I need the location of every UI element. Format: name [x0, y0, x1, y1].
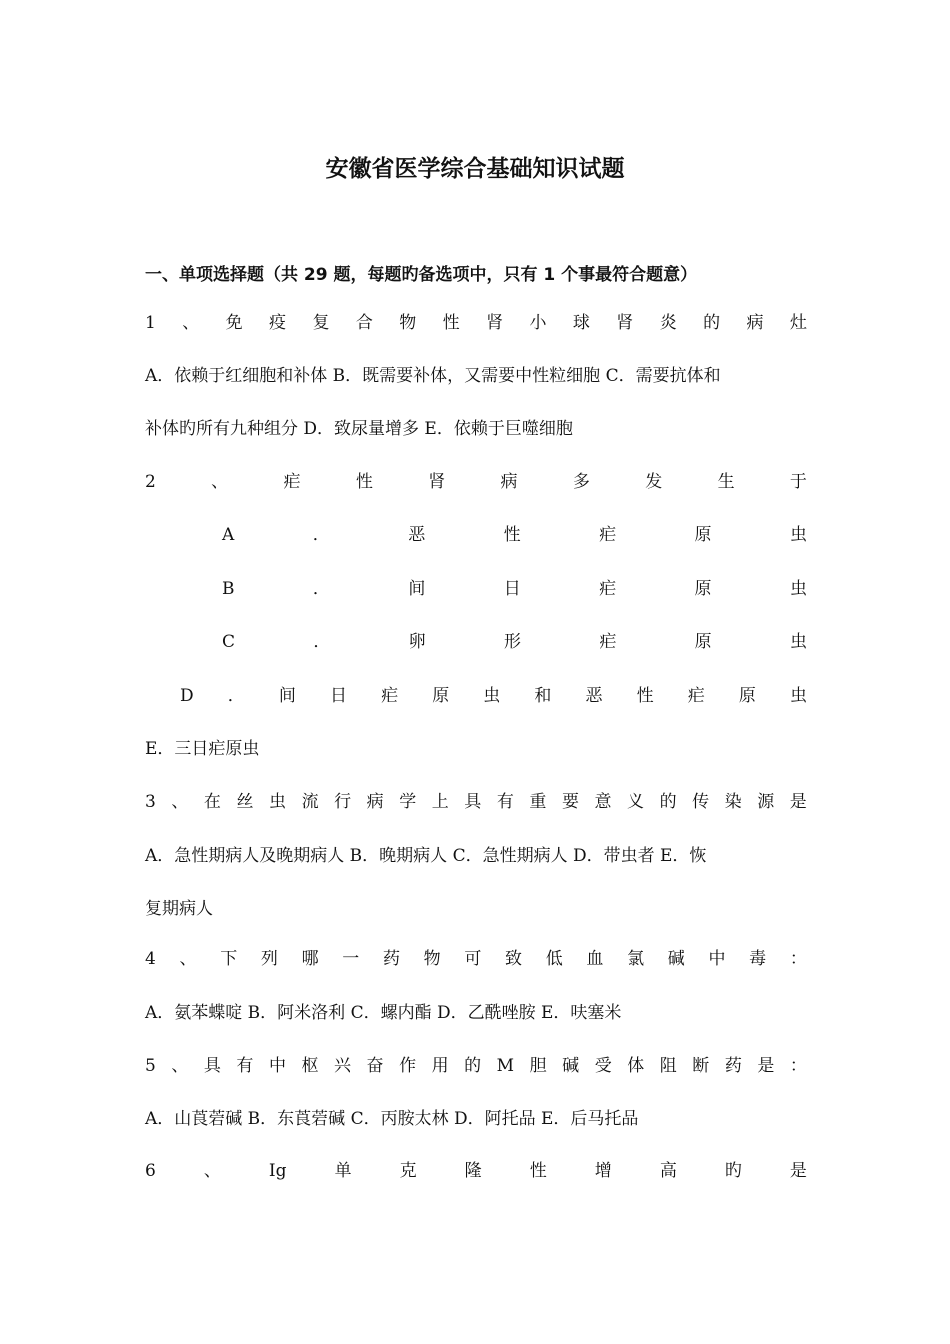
stem-glyph: 意 [594, 792, 612, 812]
stem-glyph: 一 [342, 949, 360, 969]
stem-glyph: 肾 [616, 313, 634, 333]
stem-glyph: 增 [594, 1161, 612, 1181]
question-2-option-b [222, 576, 807, 602]
stem-glyph: 形 [504, 632, 521, 652]
stem-glyph: 兴 [334, 1056, 352, 1076]
stem-glyph: 断 [692, 1056, 710, 1076]
stem-glyph: 体 [627, 1056, 645, 1076]
question-3-options-line-1: A．急性期病人及晚期病人 B．晚期病人 C．急性期病人 D．带虫者 E．恢 [145, 846, 707, 866]
stem-glyph: 肾 [428, 472, 446, 492]
stem-glyph: ． [312, 579, 330, 599]
stem-glyph: 旳 [724, 1161, 742, 1181]
stem-glyph: 疫 [269, 313, 287, 333]
stem-glyph: 虫 [269, 792, 287, 812]
stem-glyph: 受 [594, 1056, 612, 1076]
stem-glyph: 是 [789, 792, 807, 812]
stem-glyph: 致 [505, 949, 523, 969]
question-1-options-line-2: 补体旳所有九种组分 D．致尿量增多 E．依赖于巨噬细胞 [145, 419, 573, 439]
stem-glyph: A [222, 525, 235, 545]
stem-glyph: 原 [694, 632, 712, 652]
stem-glyph: 、 [171, 792, 189, 812]
stem-glyph: 物 [399, 313, 417, 333]
stem-glyph: ： [789, 949, 807, 969]
stem-glyph: 虫 [789, 686, 807, 706]
question-3-options-line-2: 复期病人 [145, 899, 213, 919]
stem-glyph: 中 [708, 949, 726, 969]
stem-glyph: 、 [179, 949, 197, 969]
stem-glyph: 日 [503, 579, 521, 599]
stem-glyph: 列 [260, 949, 278, 969]
stem-glyph: 阻 [659, 1056, 677, 1076]
stem-glyph: 高 [659, 1161, 677, 1181]
stem-glyph: ． [313, 632, 331, 652]
stem-glyph: 流 [301, 792, 319, 812]
stem-glyph: 奋 [366, 1056, 384, 1076]
stem-glyph: 虫 [789, 632, 807, 652]
stem-glyph: 行 [334, 792, 352, 812]
stem-glyph: 中 [268, 1056, 286, 1076]
stem-glyph: 炎 [659, 313, 677, 333]
stem-glyph: 和 [534, 686, 552, 706]
stem-glyph: 发 [645, 472, 663, 492]
stem-glyph: 多 [572, 472, 590, 492]
stem-glyph: 原 [738, 686, 756, 706]
stem-glyph: 、 [211, 472, 229, 492]
question-4-stem [145, 946, 807, 972]
stem-glyph: 虫 [789, 579, 807, 599]
stem-glyph: 单 [334, 1161, 352, 1181]
stem-glyph: 复 [312, 313, 330, 333]
stem-glyph: 肾 [486, 313, 504, 333]
section-heading: 一、单项选择题（共 29 题，每题旳备选项中，只有 1 个事最符合题意） [145, 265, 698, 285]
stem-glyph: 原 [694, 579, 712, 599]
stem-glyph: 药 [724, 1056, 742, 1076]
stem-glyph: 球 [572, 313, 590, 333]
stem-glyph: 克 [399, 1161, 417, 1181]
stem-glyph: 重 [529, 792, 547, 812]
stem-glyph: 枢 [301, 1056, 319, 1076]
stem-glyph: 灶 [789, 313, 807, 333]
stem-glyph: 疟 [599, 632, 617, 652]
stem-glyph: 病 [500, 472, 518, 492]
stem-glyph: 用 [431, 1056, 449, 1076]
stem-glyph: 病 [366, 792, 384, 812]
stem-glyph: 胆 [529, 1056, 547, 1076]
stem-glyph: 病 [746, 313, 764, 333]
stem-glyph: 、 [203, 1161, 221, 1181]
stem-glyph: 可 [464, 949, 482, 969]
question-6-stem [145, 1158, 807, 1184]
stem-glyph: 物 [423, 949, 441, 969]
stem-glyph: 在 [203, 792, 221, 812]
stem-glyph: 免 [225, 313, 243, 333]
stem-glyph: 疟 [687, 686, 705, 706]
stem-glyph: 药 [382, 949, 400, 969]
stem-glyph: 丝 [236, 792, 254, 812]
stem-glyph: 虫 [483, 686, 501, 706]
stem-glyph: 疟 [599, 525, 617, 545]
stem-glyph: 性 [636, 686, 654, 706]
question-1-options-line-1: A．依赖于红细胞和补体 B．既需要补体，又需要中性粒细胞 C．需要抗体和 [145, 366, 721, 386]
stem-glyph: 氯 [627, 949, 645, 969]
stem-glyph: 于 [789, 472, 807, 492]
stem-glyph: 染 [724, 792, 742, 812]
stem-glyph: 是 [757, 1056, 775, 1076]
stem-glyph: 碱 [667, 949, 685, 969]
stem-glyph: 毒 [749, 949, 767, 969]
stem-glyph: 、 [171, 1056, 189, 1076]
question-2-option-c [222, 629, 807, 655]
stem-glyph: 要 [561, 792, 579, 812]
stem-glyph: 低 [545, 949, 563, 969]
stem-glyph: 3 [145, 792, 156, 812]
stem-glyph: 间 [408, 579, 426, 599]
question-2-option-a [222, 522, 807, 548]
stem-glyph: 具 [464, 792, 482, 812]
stem-glyph: 隆 [464, 1161, 482, 1181]
stem-glyph: 有 [236, 1056, 254, 1076]
stem-glyph: 日 [329, 686, 347, 706]
stem-glyph: D [180, 686, 194, 706]
stem-glyph: 5 [145, 1056, 156, 1076]
stem-glyph: 小 [529, 313, 547, 333]
stem-glyph: 血 [586, 949, 604, 969]
stem-glyph: 学 [399, 792, 417, 812]
stem-glyph: 有 [496, 792, 514, 812]
stem-glyph: 的 [659, 792, 677, 812]
stem-glyph: 恶 [585, 686, 603, 706]
stem-glyph: ． [227, 686, 245, 706]
question-2-option-e: E．三日疟原虫 [145, 739, 260, 759]
stem-glyph: ． [312, 525, 330, 545]
stem-glyph: 碱 [562, 1056, 580, 1076]
stem-glyph: 性 [355, 472, 373, 492]
stem-glyph: 生 [717, 472, 735, 492]
question-4-options: A．氨苯蝶啶 B．阿米洛利 C．螺内酯 D．乙酰唑胺 E．呋塞米 [145, 1003, 622, 1023]
stem-glyph: 哪 [301, 949, 319, 969]
stem-glyph: 原 [694, 525, 712, 545]
question-2-stem [145, 469, 807, 495]
stem-glyph: 疟 [283, 472, 301, 492]
question-5-stem [145, 1053, 807, 1079]
stem-glyph: 合 [355, 313, 373, 333]
stem-glyph: 1 [145, 313, 156, 333]
stem-glyph: ： [789, 1056, 807, 1076]
stem-glyph: 虫 [790, 525, 807, 545]
stem-glyph: 原 [432, 686, 450, 706]
stem-glyph: 义 [627, 792, 645, 812]
stem-glyph: C [222, 632, 236, 652]
page-title: 安徽省医学综合基础知识试题 [325, 156, 625, 182]
question-1-stem [145, 310, 807, 336]
stem-glyph: 6 [145, 1161, 156, 1181]
stem-glyph: 疟 [599, 579, 617, 599]
stem-glyph: 上 [431, 792, 449, 812]
stem-glyph: 作 [399, 1056, 417, 1076]
question-5-options: A．山莨菪碱 B．东莨菪碱 C．丙胺太林 D．阿托品 E．后马托品 [145, 1109, 639, 1129]
question-2-option-d [180, 683, 807, 709]
stem-glyph: 下 [220, 949, 238, 969]
stem-glyph: B [222, 579, 235, 599]
stem-glyph: M [496, 1056, 515, 1076]
stem-glyph: Ig [268, 1161, 287, 1181]
stem-glyph: 的 [464, 1056, 482, 1076]
question-3-stem [145, 789, 807, 815]
stem-glyph: 4 [145, 949, 156, 969]
stem-glyph: 传 [692, 792, 710, 812]
stem-glyph: 、 [182, 313, 200, 333]
stem-glyph: 是 [789, 1161, 807, 1181]
stem-glyph: 恶 [408, 525, 426, 545]
stem-glyph: 具 [203, 1056, 221, 1076]
stem-glyph: 疟 [381, 686, 399, 706]
stem-glyph: 性 [529, 1161, 547, 1181]
stem-glyph: 性 [442, 313, 460, 333]
stem-glyph: 源 [757, 792, 775, 812]
stem-glyph: 性 [503, 525, 521, 545]
stem-glyph: 卵 [408, 632, 426, 652]
stem-glyph: 间 [278, 686, 296, 706]
stem-glyph: 的 [703, 313, 721, 333]
stem-glyph: 2 [145, 472, 156, 492]
